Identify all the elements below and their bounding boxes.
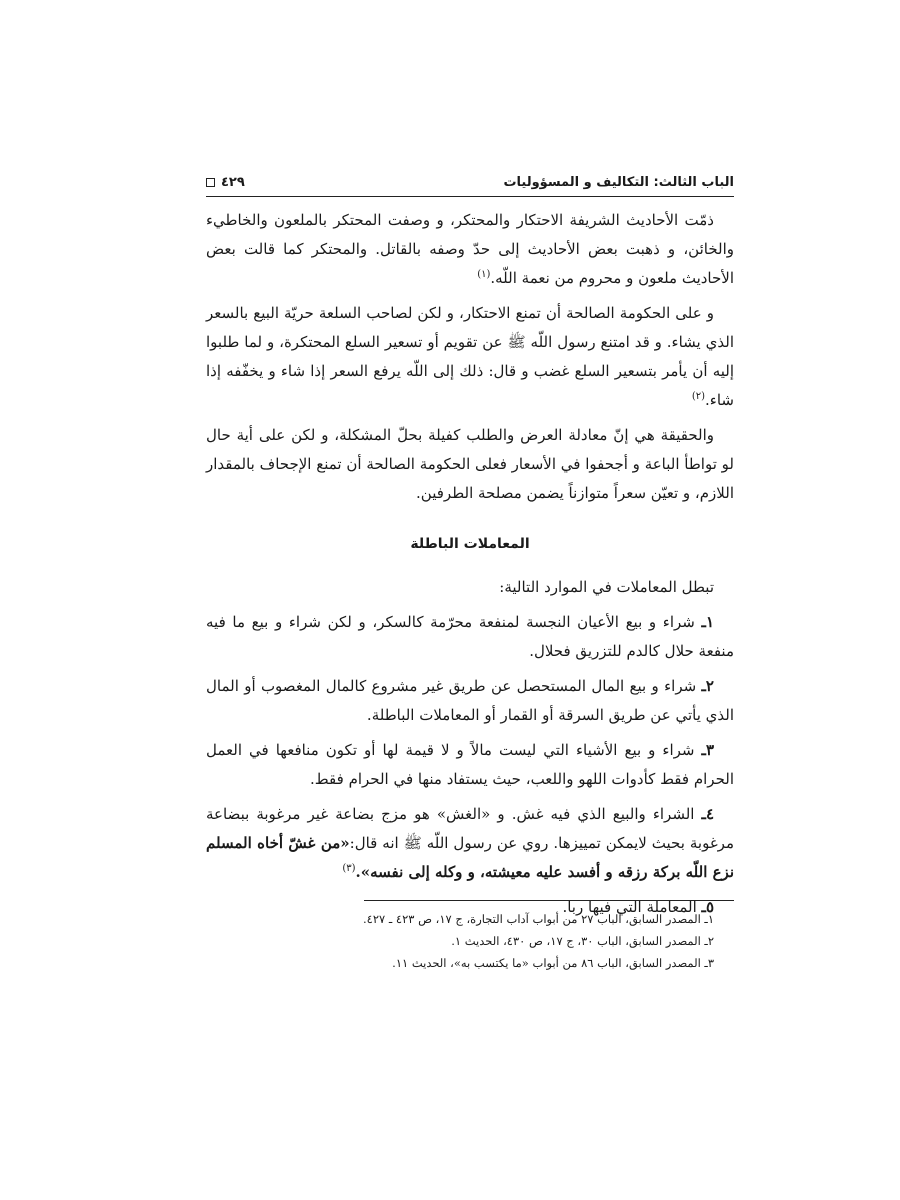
page-number: ٤٢٩ <box>221 174 245 190</box>
paragraph-3: والحقيقة هي إنّ معادلة العرض والطلب كفيلة بحلّ المشكلة، و لكن على أية حال لو تواطأ الباعة و أجحفوا في الأسعار فعلى الحكومة الصالحة أن تمنع الإجحاف بالمقدار اللازم، و تعيّن سعراً متوازناً يضمن مصلحة الطرفين. <box>206 426 734 502</box>
list-item-4 <box>206 800 734 887</box>
section-intro: تبطل المعاملات في الموارد التالية: <box>499 578 714 596</box>
square-box-icon <box>206 178 215 187</box>
section-title: المعاملات الباطلة <box>410 536 530 552</box>
footnotes <box>206 908 734 974</box>
item-text: المعاملة التي فيها ربا. <box>562 898 697 916</box>
running-header <box>206 168 734 196</box>
item-text: شراء و بيع الأشياء التي ليست مالاً و لا قيمة لها أو تكون منافعها في العمل الحرام فقط كأدوات اللهو واللعب، حيث يستفاد منها في الحرام فقط. <box>206 741 734 788</box>
item-text: شراء و بيع المال المستحصل عن طريق غير مشروع كالمال المغصوب أو المال الذي يأتي عن طريق السرقة أو القمار أو المعاملات الباطلة. <box>206 677 734 724</box>
footnote-3: ٣ـ المصدر السابق، الباب ٨٦ من أبواب «ما يكتسب به»، الحديث ١١. <box>392 956 714 970</box>
list-item-1 <box>206 608 734 666</box>
footnote-divider <box>364 900 734 901</box>
chapter-title: الباب الثالث: التكاليف و المسؤوليات <box>503 174 734 190</box>
item-text: الشراء والبيع الذي فيه غش. و «الغش» هو مزج بضاعة غير مرغوبة ببضاعة مرغوبة بحيث لايمكن تمييزها. روي عن رسول اللّه ﷺ انه قال: <box>206 805 734 852</box>
paragraph-2: و على الحكومة الصالحة أن تمنع الاحتكار، و لكن لصاحب السلعة حريّة البيع بالسعر الذي يشاء. و قد امتنع رسول اللّه ﷺ عن تقويم أو تسعير السلع المحتكرة، و لما طلبوا إليه أن يأمر بتسعير السلع غضب و قال: ذلك إلى اللّه يرفع السعر إذا شاء و يخفّفه إذا شاء.$^{(٢)}$ <box>206 304 734 409</box>
footnote-ref-2: (٢) <box>691 391 706 402</box>
page-body <box>206 206 734 928</box>
footnote-2: ٢ـ المصدر السابق، الباب ٣٠، ج ١٧، ص ٤٣٠، الحديث ١. <box>451 934 714 948</box>
item-number: ٥ـ <box>701 898 714 916</box>
list-item-3 <box>206 736 734 794</box>
item-number: ١ـ <box>701 613 714 631</box>
footnote-ref-3: (٣) <box>342 863 356 874</box>
footnote-ref-1: (١) <box>477 269 491 280</box>
item-number: ٣ـ <box>701 741 714 759</box>
hadith-quote: «من غشّ أخاه المسلم نزع اللّه بركة رزقه و أفسد عليه معيشته، و وكله إلى نفسه». <box>206 834 734 881</box>
footnote-1: ١ـ المصدر السابق، الباب ٢٧ من أبواب آداب التجارة، ج ١٧، ص ٤٢٣ ـ ٤٢٧. <box>363 912 714 926</box>
item-text: شراء و بيع الأعيان النجسة لمنفعة محرّمة كالسكر، و لكن شراء و بيع ما فيه منفعة حلال كالدم للتزريق فحلال. <box>206 613 734 660</box>
header-divider <box>206 196 734 197</box>
list-item-2 <box>206 672 734 730</box>
item-number: ٢ـ <box>701 677 714 695</box>
item-number: ٤ـ <box>701 805 714 823</box>
paragraph-1: ذمّت الأحاديث الشريفة الاحتكار والمحتكر، و وصفت المحتكر بالملعون والخاطيء والخائن، و ذهبت بعض الأحاديث إلى حدّ وصفه بالقاتل. والمحتكر كما قالت بعض الأحاديث ملعون و محروم من نعمة اللّه.$^{(١)}$ <box>206 211 734 287</box>
page-number-block <box>206 175 245 190</box>
